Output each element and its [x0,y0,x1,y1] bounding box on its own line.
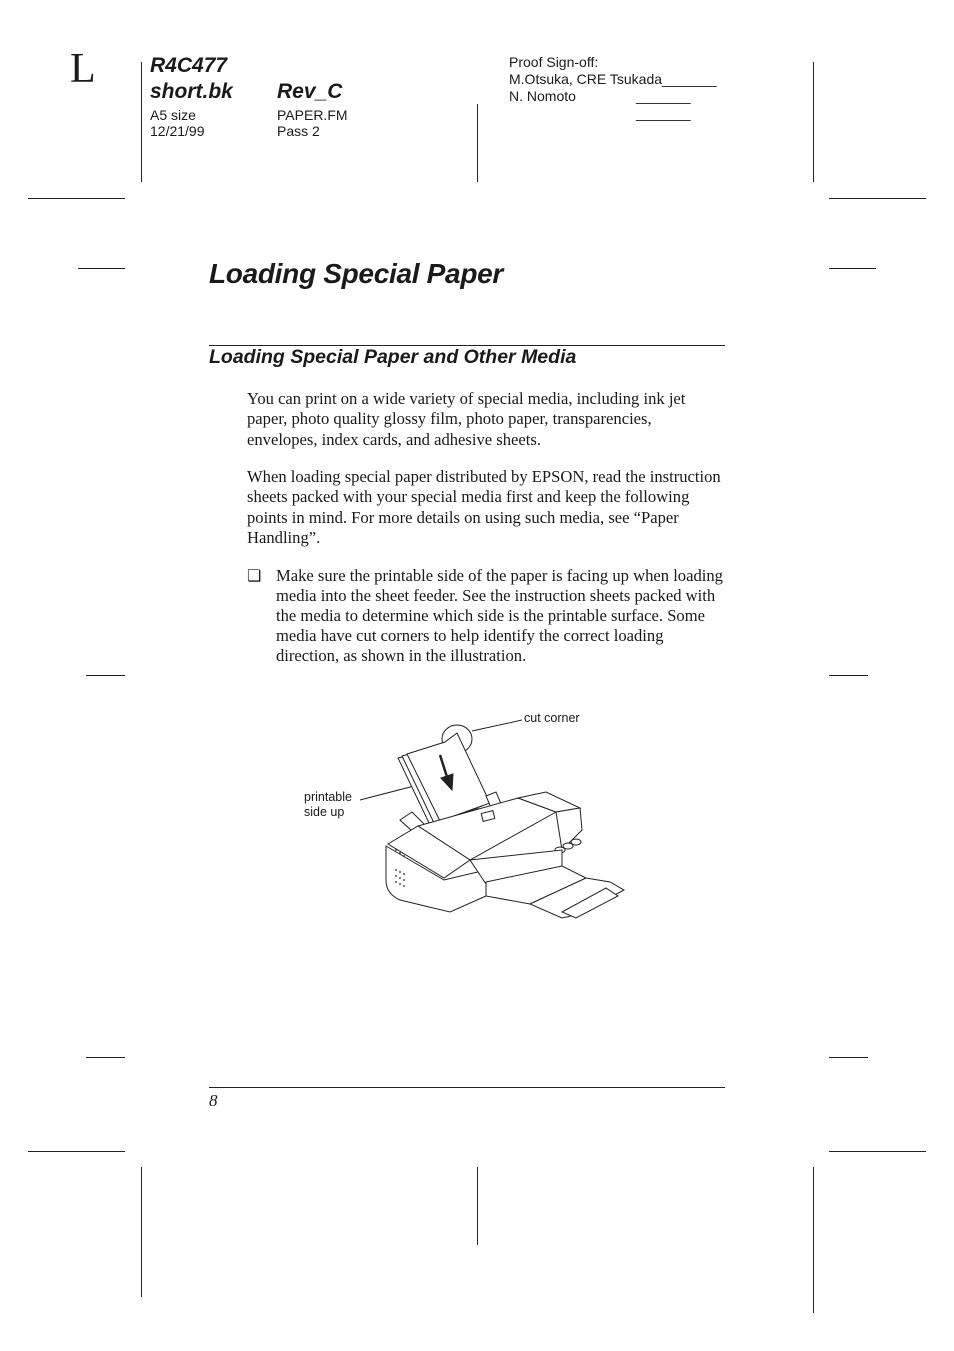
page-title: Loading Special Paper [209,258,504,289]
header-date: 12/21/99 [150,123,205,139]
proof-signoff-blank-1: _______ [636,88,691,104]
crop-mark-top-left-vertical [141,62,142,182]
crop-mark-top-left-horizontal [28,198,125,199]
crop-mark-top-right-horizontal [829,198,926,199]
bullet-printable-side: Make sure the printable side of the paper is facing up when loading media into the sheet feeder. See the instruction sheets packed with the media to determine which side is the printable surface. Some media have cut corners to help identify the correct loading direction, as shown in the illustration. [276,566,723,666]
label-printable-side-1: printable [304,790,352,804]
button-3 [571,839,581,845]
proof-signoff-blank-2: _______ [636,105,691,121]
crop-mark-bottom-right-horizontal [829,1151,926,1152]
bullet-checkbox: ❏ [247,568,262,585]
proof-signoff-name-2: N. Nomoto [509,88,576,104]
crop-mark-bottom-left-vertical [141,1167,142,1297]
footer-rule [209,1087,725,1088]
crop-mark-top-center-vertical [477,104,478,182]
revision: Rev_C [277,80,343,103]
crop-mark-bottom-right-vertical [813,1167,814,1313]
printable-side-leader [360,786,414,800]
epson-paragraph: When loading special paper distributed by EPSON, read the instruction sheets packed with your special media first and keep the following points in mind. For more details on using such media, see “Paper Handling”. [247,467,721,547]
trim-mark-right-2 [829,675,868,676]
cut-corner-leader [472,720,522,731]
header-pass: Pass 2 [277,123,320,139]
crop-mark-bottom-center-vertical [477,1167,478,1245]
crop-mark-bottom-left-horizontal [28,1151,125,1152]
printer-illustration [300,700,640,930]
proof-signoff-line-1: M.Otsuka, CRE Tsukada_______ [509,71,717,87]
proof-signoff-title: Proof Sign-off: [509,54,599,70]
crop-mark-top-right-vertical [813,62,814,182]
trim-mark-right-1 [829,268,876,269]
section-heading: Loading Special Paper and Other Media [209,346,577,368]
label-printable-side-2: side up [304,805,345,819]
book-name: short.bk [150,80,233,103]
corner-letter: L [70,46,96,92]
book-code: R4C477 [150,54,228,77]
trim-mark-right-3 [829,1057,868,1058]
paper-size: A5 size [150,107,196,123]
trim-mark-left-1 [78,268,125,269]
header-file: PAPER.FM [277,107,348,123]
trim-mark-left-2 [86,675,125,676]
page-number: 8 [209,1091,218,1110]
trim-mark-left-3 [86,1057,125,1058]
label-cut-corner: cut corner [524,711,580,725]
intro-paragraph: You can print on a wide variety of special media, including ink jet paper, photo quality glossy film, photo paper, transparencies, envelopes, index cards, and adhesive sheets. [247,389,686,449]
